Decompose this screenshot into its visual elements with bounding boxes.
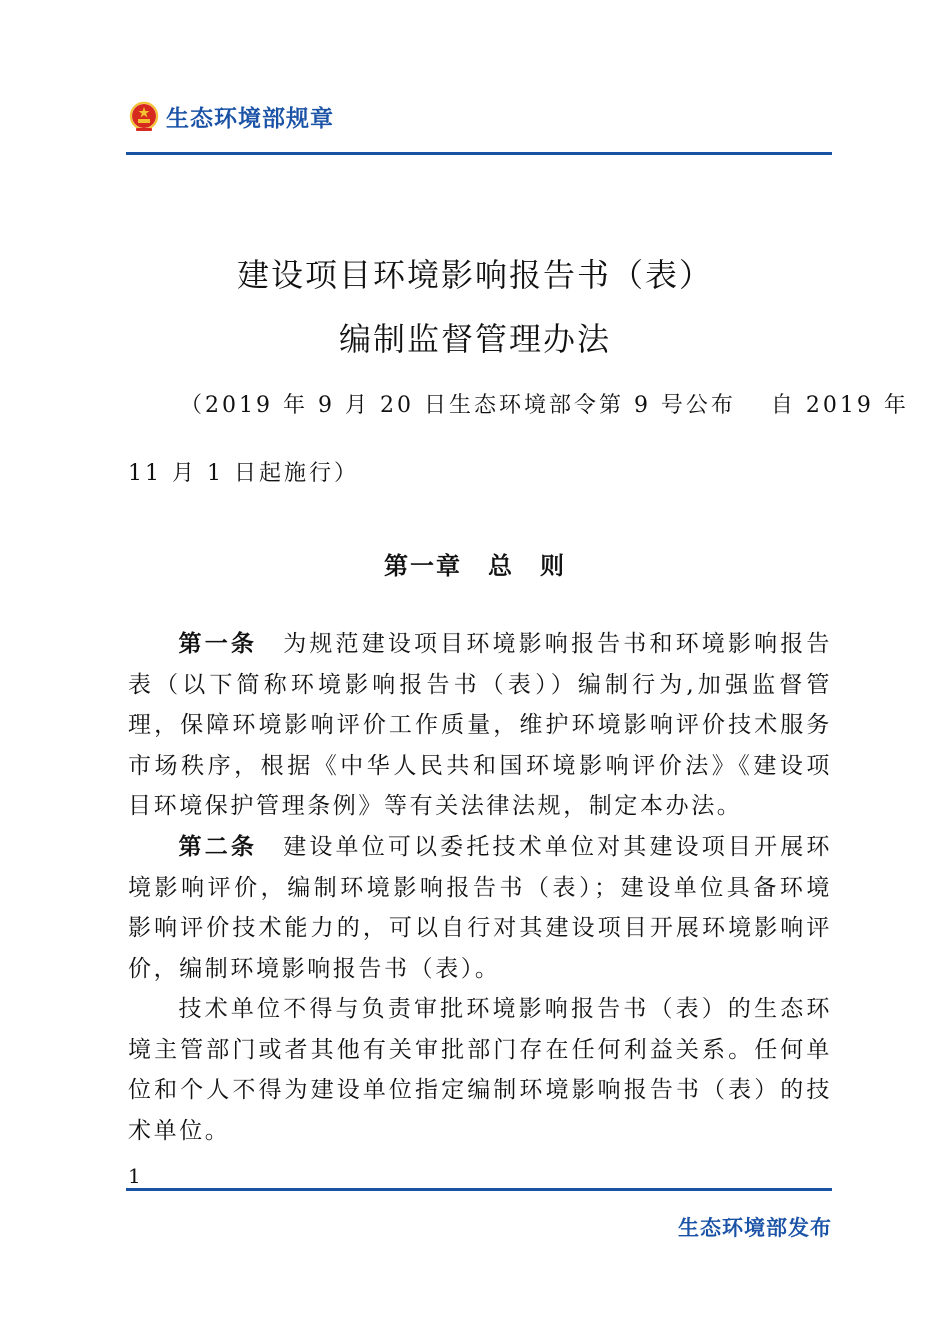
page-number: 1 (128, 1164, 141, 1188)
article-1 (128, 624, 832, 827)
paragraph-3-text: 技术单位不得与负责审批环境影响报告书（表）的生态环境主管部门或者其他有关审批部门存在任何利益关系。任何单位和个人不得为建设单位指定编制环境影响报告书（表）的技术单位。 (128, 996, 832, 1144)
article-2-text: 建设单位可以委托技术单位对其建设项目开展环境影响评价，编制环境影响报告书（表）；建设单位具备环境影响评价技术能力的，可以自行对其建设项目开展环境影响评价，编制环境影响报告书（表）。 (128, 834, 832, 982)
article-2 (128, 827, 832, 989)
footer-divider (126, 1188, 832, 1191)
chapter-heading: 第一章 总 则 (384, 552, 566, 580)
paragraph-3 (128, 989, 832, 1151)
issuance-line2: 11 月 1 日起施行） (128, 461, 359, 486)
article-1-text: 为规范建设项目环境影响报告书和环境影响报告表（以下简称环境影响报告书（表））编制行为,加强监督管理，保障环境影响评价工作质量，维护环境影响评价技术服务市场秩序，根据《中华人民共和国环境影响评价法》《建设项目环境保护管理条例》等有关法律法规，制定本办法。 (128, 631, 832, 819)
header-divider (126, 152, 832, 155)
national-emblem-icon (128, 101, 160, 133)
article-2-label: 第二条 (178, 834, 258, 860)
document-title-line2: 编制监督管理办法 (338, 320, 611, 358)
page-header (128, 100, 334, 133)
issuance-line1: （2019 年 9 月 20 日生态环境部令第 9 号公布 自 2019 年 (180, 393, 909, 418)
footer-publisher: 生态环境部发布 (678, 1216, 832, 1240)
article-1-label: 第一条 (178, 631, 258, 657)
header-title: 生态环境部规章 (166, 106, 334, 132)
document-title-line1: 建设项目环境影响报告书（表） (236, 256, 713, 294)
